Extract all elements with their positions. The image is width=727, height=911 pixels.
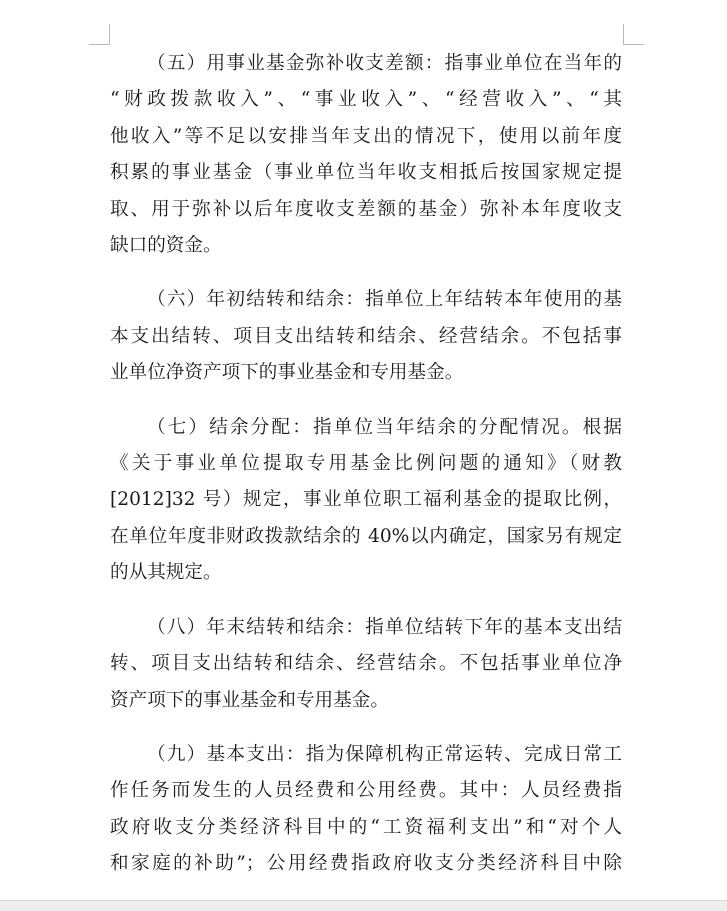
text-line: 《关于事业单位提取专用基金比例问题的通知》（财教 bbox=[110, 453, 622, 475]
text-line: 取、用于弥补以后年度收支差额的基金）弥补本年度收支 bbox=[110, 198, 622, 220]
text-line: [2012]32 号）规定，事业单位职工福利基金的提取比例， bbox=[110, 489, 622, 511]
text-line: （八）年末结转和结余：指单位结转下年的基本支出结 bbox=[147, 616, 622, 638]
text-line: “财政拨款收入”、“事业收入”、“经营收入”、“其 bbox=[110, 89, 622, 111]
text-line: 和家庭的补助”；公用经费指政府收支分类经济科目中除 bbox=[110, 853, 622, 875]
text-line: 本支出结转、项目支出结转和结余、经营结余。不包括事 bbox=[110, 325, 622, 347]
text-line: （九）基本支出：指为保障机构正常运转、完成日常工 bbox=[147, 743, 622, 765]
text-line: 作任务而发生的人员经费和公用经费。其中：人员经费指 bbox=[110, 780, 622, 802]
text-line: 转、项目支出结转和结余、经营结余。不包括事业单位净 bbox=[110, 653, 622, 675]
text-line: 资产项下的事业基金和专用基金。 bbox=[110, 689, 389, 711]
page-bottom-edge bbox=[0, 900, 727, 911]
text-line: （六）年初结转和结余：指单位上年结转本年使用的基 bbox=[147, 289, 622, 311]
page-corner-mark-top-left bbox=[89, 24, 110, 45]
text-line: （五）用事业基金弥补收支差额：指事业单位在当年的 bbox=[147, 53, 622, 74]
paragraph-5 bbox=[110, 46, 622, 264]
text-line: 在单位年度非财政拨款结余的 40%以内确定，国家另有规定 bbox=[110, 525, 622, 547]
page-corner-mark-top-right bbox=[623, 24, 644, 45]
text-line: （七）结余分配：指单位当年结余的分配情况。根据 bbox=[147, 416, 622, 438]
paragraph-9 bbox=[110, 737, 622, 883]
paragraph-6 bbox=[110, 282, 622, 391]
text-line: 的从其规定。 bbox=[110, 562, 222, 584]
text-line: 他收入”等不足以安排当年支出的情况下，使用以前年度 bbox=[110, 125, 622, 147]
text-line: 缺口的资金。 bbox=[110, 235, 222, 257]
document-body[interactable] bbox=[110, 46, 622, 901]
paragraph-8 bbox=[110, 610, 622, 719]
text-line: 业单位净资产项下的事业基金和专用基金。 bbox=[110, 362, 464, 384]
text-line: 积累的事业基金（事业单位当年收支相抵后按国家规定提 bbox=[110, 162, 622, 184]
text-line: 政府收支分类经济科目中的“工资福利支出”和“对个人 bbox=[110, 816, 622, 838]
paragraph-7 bbox=[110, 410, 622, 592]
